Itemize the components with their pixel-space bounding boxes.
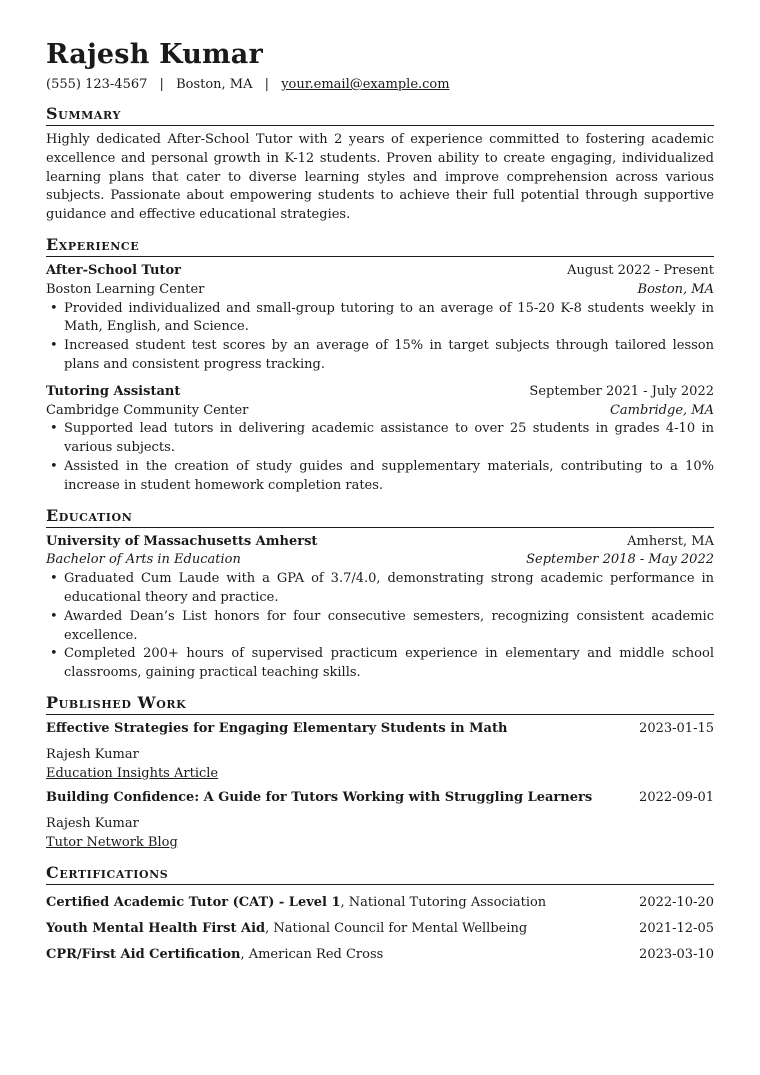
bullet-item: • Provided individualized and small-group tutoring to an average of 15-20 K-8 students weekly in Math, English, and Science. — [46, 300, 714, 338]
certification-name: Youth Mental Health First Aid — [46, 920, 266, 936]
publication-date: 2022-09-01 — [639, 790, 714, 806]
phone-number: (555) 123-4567 — [46, 77, 148, 92]
publication-venue-link[interactable]: Tutor Network Blog — [46, 834, 178, 850]
experience-entry — [46, 383, 714, 496]
certification-date: 2021-12-05 — [639, 920, 714, 936]
experience-entry — [46, 262, 714, 375]
job-dates: August 2022 - Present — [567, 262, 714, 278]
certification-row — [46, 890, 714, 916]
education-dates: September 2018 - May 2022 — [526, 552, 714, 568]
bullet-item: • Increased student test scores by an average of 15% in target subjects through tailored lesson plans and consistent progress tracking. — [46, 337, 714, 375]
certification-text — [46, 942, 383, 968]
education-bullets — [46, 570, 714, 683]
publication-header-row — [46, 789, 714, 808]
section-title-summary: Summary — [46, 104, 714, 126]
certification-date: 2023-03-10 — [639, 946, 714, 962]
education-subheader-row — [46, 551, 714, 570]
experience-bullets — [46, 300, 714, 375]
experience-header-row — [46, 383, 714, 402]
publication-date: 2023-01-15 — [639, 720, 714, 736]
publication-title: Effective Strategies for Engaging Elementary Students in Math — [46, 720, 508, 736]
bullet-item: • Graduated Cum Laude with a GPA of 3.7/4.0, demonstrating strong academic performance in educational theory and practice. — [46, 570, 714, 608]
job-location: Boston, MA — [637, 281, 714, 297]
contact-separator: | — [264, 77, 270, 92]
certification-row — [46, 942, 714, 968]
education-header-row — [46, 533, 714, 552]
publication-author: Rajesh Kumar — [46, 816, 139, 832]
location: Boston, MA — [176, 77, 253, 92]
certification-row — [46, 916, 714, 942]
school-location: Amherst, MA — [627, 533, 714, 549]
certification-date: 2022-10-20 — [639, 894, 714, 910]
publication-author: Rajesh Kumar — [46, 746, 139, 762]
degree: Bachelor of Arts in Education — [46, 552, 241, 568]
publication-title: Building Confidence: A Guide for Tutors Working with Struggling Learners — [46, 790, 593, 806]
certification-issuer: , National Tutoring Association — [340, 894, 547, 910]
job-title: After-School Tutor — [46, 262, 181, 278]
section-title-certifications: Certifications — [46, 863, 714, 885]
contact-separator: | — [159, 77, 164, 92]
publication-entry — [46, 720, 714, 783]
employer: Boston Learning Center — [46, 281, 205, 297]
published-work-section — [46, 693, 714, 853]
certification-name: CPR/First Aid Certification — [46, 946, 241, 962]
certifications-section — [46, 863, 714, 968]
experience-subheader-row — [46, 281, 714, 300]
certification-text — [46, 916, 527, 942]
summary-section — [46, 104, 714, 225]
certification-issuer: , American Red Cross — [240, 946, 384, 962]
experience-section — [46, 235, 714, 496]
job-dates: September 2021 - July 2022 — [529, 383, 714, 399]
section-title-published-work: Published Work — [46, 693, 714, 715]
employer: Cambridge Community Center — [46, 402, 249, 418]
summary-text: Highly dedicated After-School Tutor with 2 years of experience committed to fostering academic excellence and personal growth in K-12 students. Proven ability to create engaging, individualized learning plans that cater to diverse learning styles and improve comprehension across various subjects. Passionate about empowering students to achieve their full potential through supportive guidance and effective educational strategies. — [46, 132, 714, 223]
bullet-item: • Assisted in the creation of study guides and supplementary materials, contributing to a 10% increase in student homework completion rates. — [46, 458, 714, 496]
experience-header-row — [46, 262, 714, 281]
school-name: University of Massachusetts Amherst — [46, 533, 318, 549]
section-title-experience: Experience — [46, 235, 714, 257]
publication-header-row — [46, 720, 714, 739]
contact-line — [46, 76, 714, 94]
experience-subheader-row — [46, 402, 714, 421]
email-link[interactable]: your.email@example.com — [281, 77, 450, 92]
job-title: Tutoring Assistant — [46, 383, 181, 399]
section-title-education: Education — [46, 506, 714, 528]
certification-name: Certified Academic Tutor (CAT) - Level 1 — [46, 894, 341, 910]
bullet-item: • Supported lead tutors in delivering academic assistance to over 25 students in grades 4-10 in various subjects. — [46, 420, 714, 458]
education-section — [46, 506, 714, 683]
job-location: Cambridge, MA — [609, 402, 714, 418]
bullet-item: • Completed 200+ hours of supervised practicum experience in elementary and middle school classrooms, gaining practical teaching skills. — [46, 645, 714, 683]
publication-venue-link[interactable]: Education Insights Article — [46, 765, 219, 781]
certification-issuer: , National Council for Mental Wellbeing — [265, 920, 528, 936]
candidate-name: Rajesh Kumar — [46, 39, 263, 70]
experience-bullets — [46, 420, 714, 495]
publication-entry — [46, 789, 714, 852]
bullet-item: • Awarded Dean’s List honors for four consecutive semesters, recognizing consistent academic excellence. — [46, 608, 714, 646]
certification-text — [46, 890, 546, 916]
